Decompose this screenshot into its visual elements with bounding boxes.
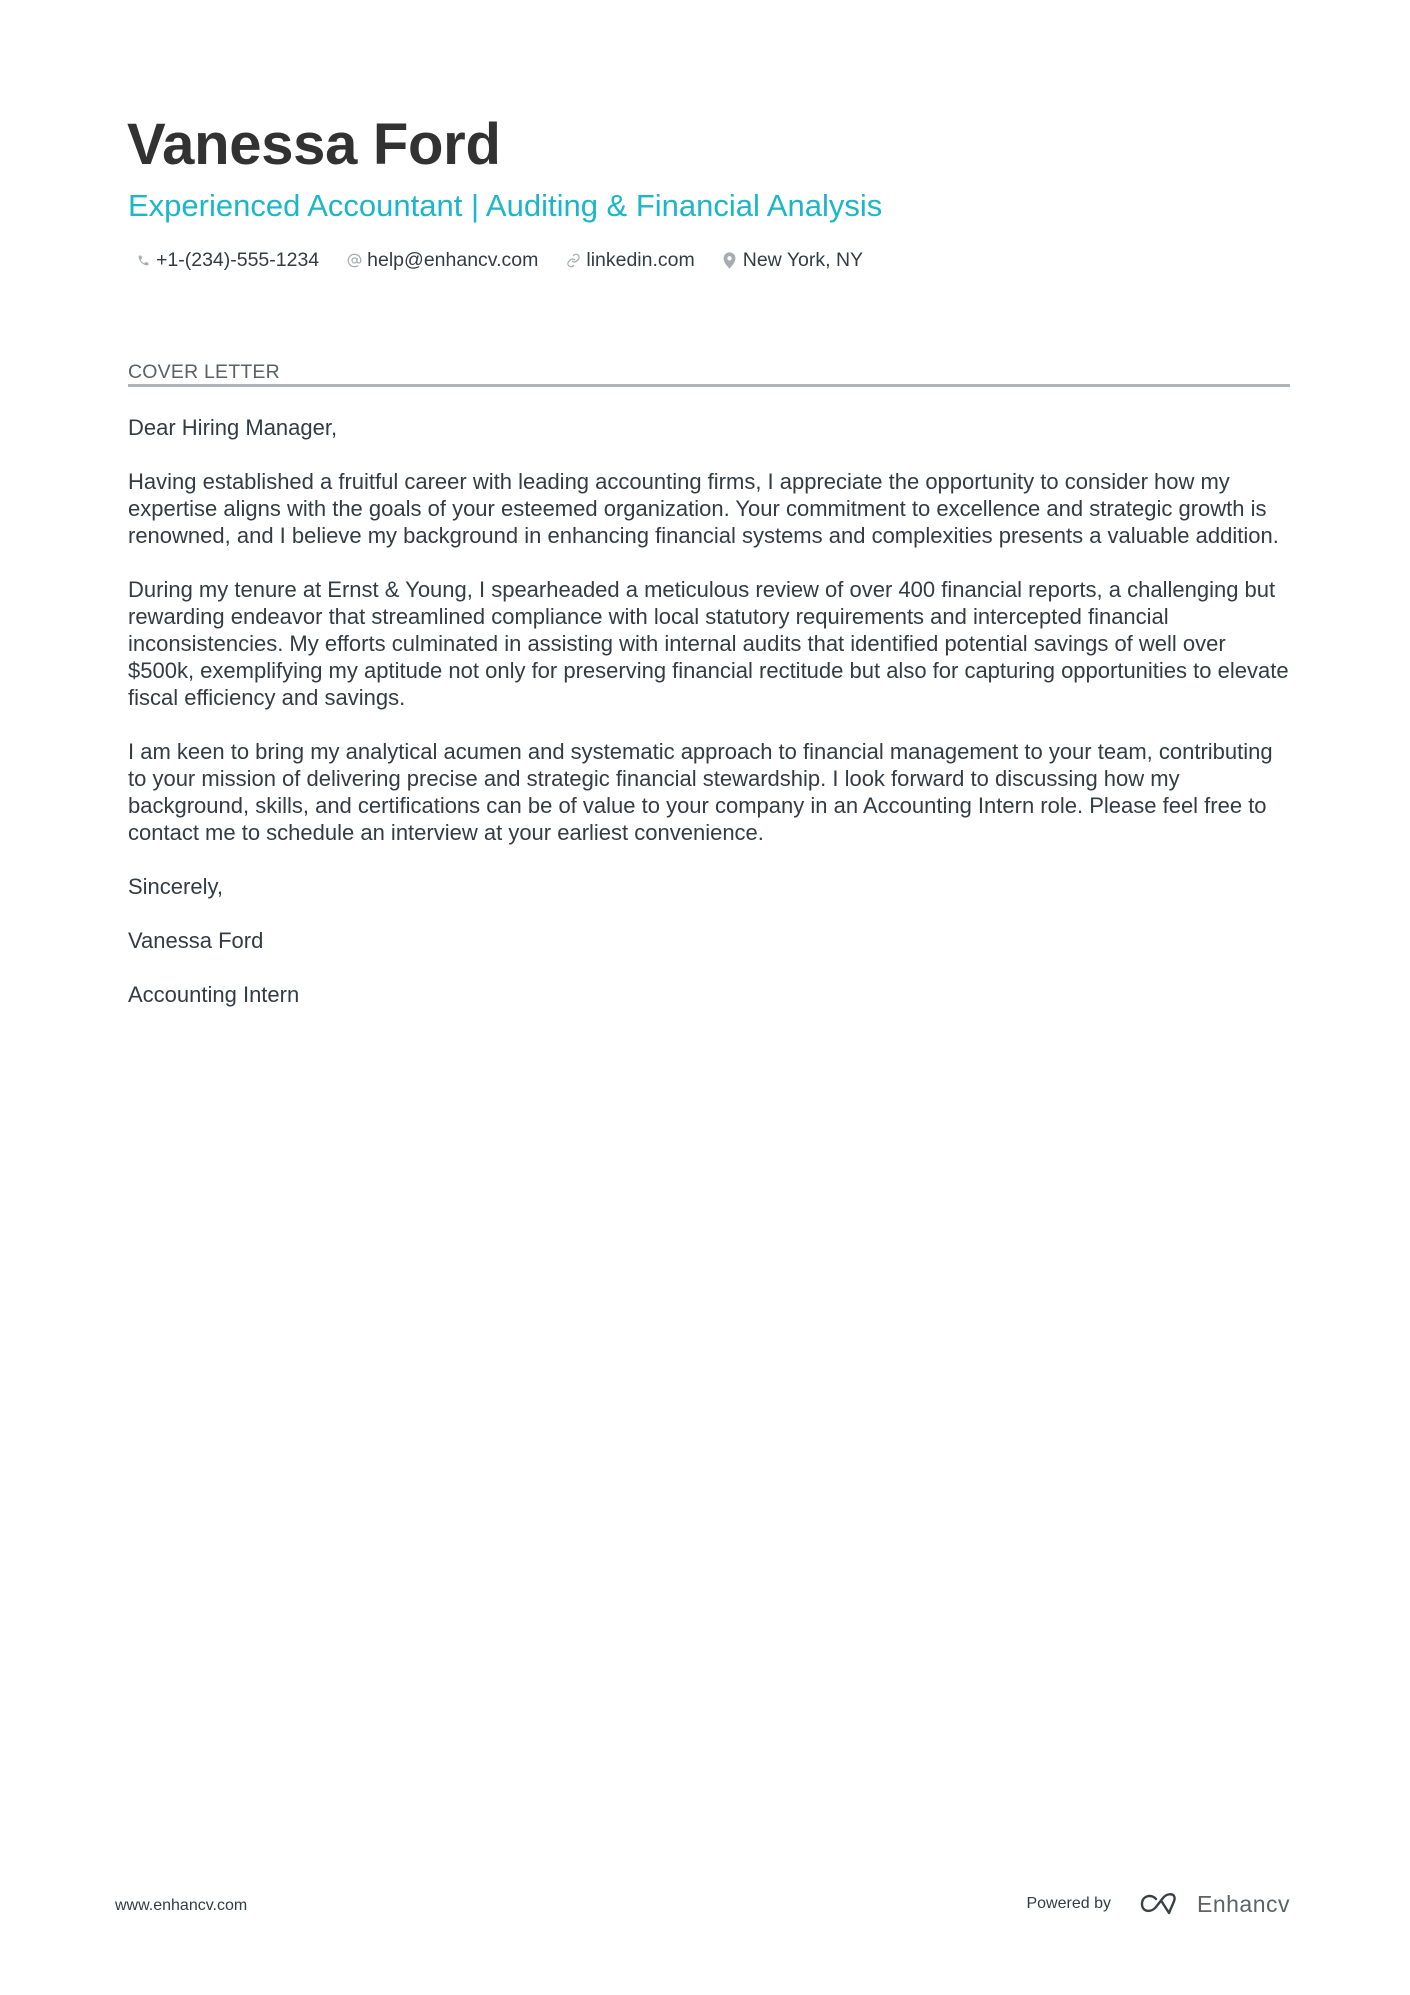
paragraph-1: Having established a fruitful career with leading accounting firms, I appreciate the opportunity to consider how my expertise aligns with the goals of your esteemed organization. Your commitment to excellence and strategic growth is renowned, and I believe my background in enhancing financial systems and complexities presents a valuable addition.: [128, 469, 1279, 548]
linkedin-text: linkedin.com: [586, 248, 695, 271]
candidate-name: Vanessa Ford: [127, 112, 501, 177]
signature-name: Vanessa Ford: [128, 928, 264, 953]
powered-by-label: Powered by: [1026, 1895, 1111, 1912]
salutation: Dear Hiring Manager,: [128, 415, 338, 440]
section-title-cover-letter: COVER LETTER: [128, 361, 280, 383]
enhancv-logo-wordmark: Enhancv: [1196, 1890, 1290, 1917]
footer-website-link[interactable]: www.enhancv.com: [115, 1897, 248, 1914]
section-divider: [128, 384, 1290, 387]
phone-text: +1-(234)-555-1234: [156, 248, 320, 271]
candidate-headline: Experienced Accountant | Auditing & Financial Analysis: [128, 188, 883, 223]
contact-email[interactable]: [345, 249, 538, 272]
enhancv-logo[interactable]: [1139, 1891, 1290, 1918]
location-pin-icon: [721, 251, 739, 269]
contact-info-row: [134, 246, 889, 274]
closing: Sincerely,: [128, 874, 223, 899]
contact-linkedin[interactable]: [564, 249, 694, 272]
signature-title: Accounting Intern: [128, 982, 300, 1007]
letter-body: [128, 414, 1293, 1035]
enhancv-logo-icon: [1139, 1892, 1185, 1916]
footer-branding: [1026, 1886, 1290, 1922]
location-text: New York, NY: [742, 248, 864, 271]
phone-icon: [134, 251, 152, 269]
link-icon: [564, 251, 582, 269]
paragraph-3: I am keen to bring my analytical acumen and systematic approach to financial management to your team, contributing to your mission of delivering precise and strategic financial stewardship. I look forward to discussing how my background, skills, and certifications can be of value to your company in an Accounting Intern role. Please feel free to contact me to schedule an interview at your earliest convenience.: [128, 739, 1273, 845]
at-icon: [345, 251, 363, 269]
contact-phone[interactable]: [134, 249, 319, 272]
contact-location: [721, 249, 863, 272]
email-text: help@enhancv.com: [367, 248, 539, 271]
paragraph-2: During my tenure at Ernst & Young, I spearheaded a meticulous review of over 400 financial reports, a challenging but rewarding endeavor that streamlined compliance with local statutory requirements and intercepted financial inconsistencies. My efforts culminated in assisting with internal audits that identified potential savings of well over $500k, exemplifying my aptitude not only for preserving financial rectitude but also for capturing opportunities to elevate fiscal efficiency and savings.: [128, 577, 1289, 710]
